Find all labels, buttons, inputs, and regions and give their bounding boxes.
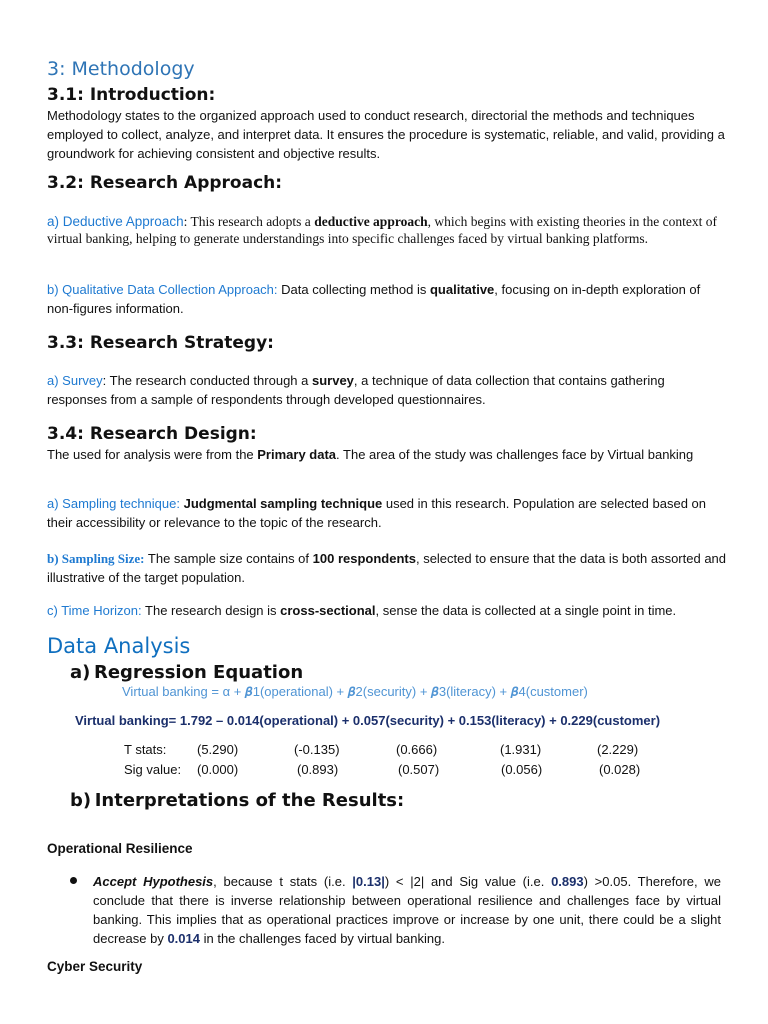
text-fragment: : This research adopts a: [183, 214, 315, 229]
sig-value: (0.000): [197, 762, 239, 777]
heading-regression-equation: a) Regression Equation: [70, 662, 304, 683]
text-fragment: in the challenges faced by virtual banking.: [199, 931, 445, 946]
heading-interpretations: b) Interpretations of the Results:: [70, 790, 405, 811]
sig-value-highlight: 0.893: [551, 874, 584, 889]
paragraph-survey: [47, 371, 727, 409]
text-fragment: , because t stats (i.e.: [213, 874, 353, 889]
sig-value: (0.028): [599, 762, 641, 777]
sig-value: (0.893): [297, 762, 339, 777]
bold-qualitative: qualitative: [429, 282, 495, 297]
bold-survey: survey: [311, 373, 354, 388]
label-time-horizon: c) Time Horizon:: [47, 603, 142, 618]
paragraph-time-horizon: [47, 601, 727, 620]
text-fragment: ) < |2| and Sig value (i.e.: [384, 874, 552, 889]
sig-value: (0.507): [398, 762, 440, 777]
section-title-methodology: 3: Methodology: [47, 58, 195, 80]
paragraph-qualitative-approach: [47, 280, 727, 318]
bold-100-respondents: 100 respondents: [312, 551, 416, 566]
bold-primary-data: Primary data: [257, 447, 337, 462]
t-stat-value: (2.229): [597, 742, 639, 757]
heading-introduction: 3.1: Introduction:: [47, 85, 216, 105]
text-fragment: The research design is: [141, 603, 281, 618]
label-sampling-size: b) Sampling Size:: [47, 551, 145, 566]
label-deductive-approach: a) Deductive Approach: [47, 214, 184, 229]
text-fragment: , focusing on in-depth exploration of non-figures information.: [47, 282, 701, 316]
bullet-icon: [70, 877, 77, 884]
paragraph-deductive-approach: [47, 213, 727, 247]
paragraph-sampling-size: [47, 549, 727, 587]
label-survey: a) Survey: [47, 373, 103, 388]
text-fragment: used in this research. Population are selected based on their accessibility or relevance to the topic of the research.: [47, 496, 706, 530]
heading-research-approach: 3.2: Research Approach:: [47, 173, 283, 193]
t-stat-value: (0.666): [396, 742, 438, 757]
paragraph-design-intro: [47, 445, 727, 464]
label-qualitative-approach: b) Qualitative Data Collection Approach:: [47, 282, 278, 297]
text-fragment: ) >0.05. Therefore, we conclude that there is inverse relationship between operational resilience and challenges face by virtual banking. This implies that as operational practices improve or increase by one unit, there could be a slight decrease by: [93, 874, 721, 946]
bold-cross-sectional: cross-sectional: [280, 603, 376, 618]
t-stat-value: (5.290): [197, 742, 239, 757]
text-fragment: , which begins with existing theories in the context of virtual banking, helping to generate understandings into specific challenges faced by virtual banking platforms.: [47, 214, 718, 246]
text-fragment: , sense the data is collected at a single point in time.: [375, 603, 677, 618]
t-stat-value: (-0.135): [294, 742, 340, 757]
equation-general: Virtual banking = α + 𝜷1(operational) + 𝜷2(security) + 𝜷3(literacy) + 𝜷4(customer): [122, 684, 588, 699]
paragraph-introduction: Methodology states to the organized approach used to conduct research, directorial the methods and techniques employed to collect, analyze, and interpret data. It ensures the procedure is systematic, reliable, and valid, providing a groundwork for achieving consistent and objective results.: [47, 108, 725, 161]
sig-value: (0.056): [501, 762, 543, 777]
heading-cyber-security: Cyber Security: [47, 959, 143, 974]
heading-research-design: 3.4: Research Design:: [47, 424, 257, 444]
paragraph-operational-interpretation: [93, 872, 721, 948]
text-fragment: , selected to ensure that the data is both assorted and illustrative of the target population.: [47, 551, 727, 585]
heading-research-strategy: 3.3: Research Strategy:: [47, 333, 274, 353]
t-stat-highlight: |0.13|: [352, 874, 385, 889]
label-sampling-technique: a) Sampling technique:: [47, 496, 180, 511]
heading-operational-resilience: Operational Resilience: [47, 841, 193, 856]
t-stats-label: T stats:: [124, 742, 167, 757]
bold-accept-hypothesis: Accept Hypothesis: [93, 874, 214, 889]
text-fragment: . The area of the study was challenges face by Virtual banking: [336, 447, 694, 462]
sig-value-label: Sig value:: [124, 762, 182, 777]
bold-judgmental-sampling: Judgmental sampling technique: [179, 496, 383, 511]
text-fragment: The sample size contains of: [144, 551, 313, 566]
text-fragment: , a technique of data collection that contains gathering responses from a sample of respondents through developed questionnaires.: [47, 373, 665, 407]
coefficient-highlight: 0.014: [167, 931, 200, 946]
t-stat-value: (1.931): [500, 742, 542, 757]
equation-estimated: Virtual banking= 1.792 – 0.014(operational) + 0.057(security) + 0.153(literacy) + 0.229(customer): [75, 713, 661, 728]
bold-deductive-approach: deductive approach: [314, 214, 428, 229]
text-fragment: Data collecting method is: [277, 282, 430, 297]
text-fragment: : The research conducted through a: [102, 373, 312, 388]
text-fragment: The used for analysis were from the: [47, 447, 258, 462]
section-title-data-analysis: Data Analysis: [47, 634, 191, 658]
paragraph-sampling-technique: [47, 494, 727, 532]
